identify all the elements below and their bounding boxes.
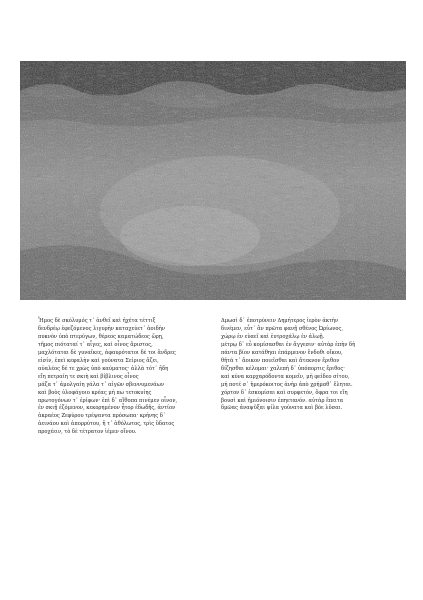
text-line: βουσὶ καὶ ἡμιόνοισιν ἐπηετανόν. αὐτὰρ ἔπειτα <box>221 397 344 404</box>
text-line: καὶ βοὸς ὑλοφάγοιο κρέας μή πω τετοκυίης <box>38 389 152 396</box>
text-line: ἐν σκιῇ ἑζόμενον, κεκορημένον ἦτορ ἐδωδῆς, ἀντίον <box>38 405 176 412</box>
text-line: χόρτον δ᾽ ἐσκομίσαι καὶ συρφετόν, ὄφρα τοι εἴη <box>221 389 348 396</box>
text-line: προχέειν, τὸ δὲ τέτρατον ἱέμεν οἴνου. <box>38 429 137 436</box>
left-text-column <box>38 318 218 437</box>
text-line: Δμωσὶ δ᾽ ἐποτρύνειν Δημήτερος ἱερὸν ἀκτὴν <box>221 318 339 324</box>
text-line: τῆμος πιόταταί τ᾽ αἶγες, καὶ οἶνος ἄριστος, <box>38 341 153 348</box>
right-text-column <box>221 318 408 413</box>
poem-text <box>38 318 408 468</box>
text-line: μαχλόταται δὲ γυναῖκες, ἀφαυρότατοι δέ τοι ἄνδρες <box>38 349 176 356</box>
text-line: μάζα τ᾽ ἀμολγαίη γάλα τ᾽ αἰγῶν σβεννυμενάων <box>38 381 165 388</box>
text-line: θῆτά τ᾽ ἄοικον ποιεῖσθαι καὶ ἄτεκνον ἔριθον <box>221 357 340 364</box>
text-line: πυκνὸν ὑπὸ πτερύγων, θέρεος καματώδεος ὥρῃ, <box>38 333 164 340</box>
text-line: δενδρέῳ ἐφεζόμενος λιγυρὴν καταχεύετ᾽ ἀοιδὴν <box>38 325 165 332</box>
text-line: εἴη πετραίη τε σκιὴ καὶ βίβλινος οἶνος <box>38 373 139 380</box>
text-line: χώρῳ ἐν εὐαεῖ καὶ ἐυτροχάλῳ ἐν ἀλωῇ. <box>221 333 325 340</box>
text-line: Ἦμος δὲ σκόλυμός τ᾽ ἀνθεῖ καὶ ἠχέτα τέττιξ <box>38 318 156 324</box>
text-line: ἀκραέος Ζεφύρου τρέψαντα πρόσωπα· κρήνης δ᾽ <box>38 413 166 420</box>
text-line: πρωτογόνων τ᾽ ἐρίφων· ἐπὶ δ᾽ αἴθοπα πινέμεν οἶνον, <box>38 397 178 404</box>
grass-field-image <box>20 61 406 300</box>
text-line: εἰσίν, ἐπεὶ κεφαλὴν καὶ γούνατα Σείριος ἄζει, <box>38 357 159 364</box>
text-line: καὶ κύνα καρχαρόδοντα κομεῖν, μὴ φείδεο σίτου, <box>221 373 350 380</box>
text-line: δινέμεν, εὖτ᾽ ἂν πρῶτα φανῇ σθένος Ὠρίωνος, <box>221 325 344 332</box>
text-line: μέτρῳ δ᾽ εὖ κομίσασθαι ἐν ἄγγεσιν· αὐτὰρ ἐπὴν δὴ <box>221 341 356 348</box>
text-line: αὐαλέος δέ τε χρὼς ὑπὸ καύματος· ἀλλὰ τότ᾽ ἤδη <box>38 365 169 372</box>
text-line: δίζησθαι κέλομαι· χαλεπὴ δ᾽ ὑπόπορτις ἔριθος· <box>221 365 345 372</box>
landscape-photo <box>20 61 406 300</box>
text-line: δμῶας ἀναψῦξαι φίλα γούνατα καὶ βόε λῦσαι. <box>221 405 343 412</box>
text-line: πάντα βίον κατάθηαι ἐπάρμενον ἔνδοθι οἴκου, <box>221 349 343 356</box>
text-line: ἀεινάου καὶ ἀπορρύτου, ἥ τ᾽ ἀθόλωτος, τρὶς ὕδατος <box>38 421 175 428</box>
text-line: μή ποτέ σ᾽ ἡμερόκοιτος ἀνὴρ ἀπὸ χρήμαθ᾽ ἕληται. <box>221 381 353 388</box>
